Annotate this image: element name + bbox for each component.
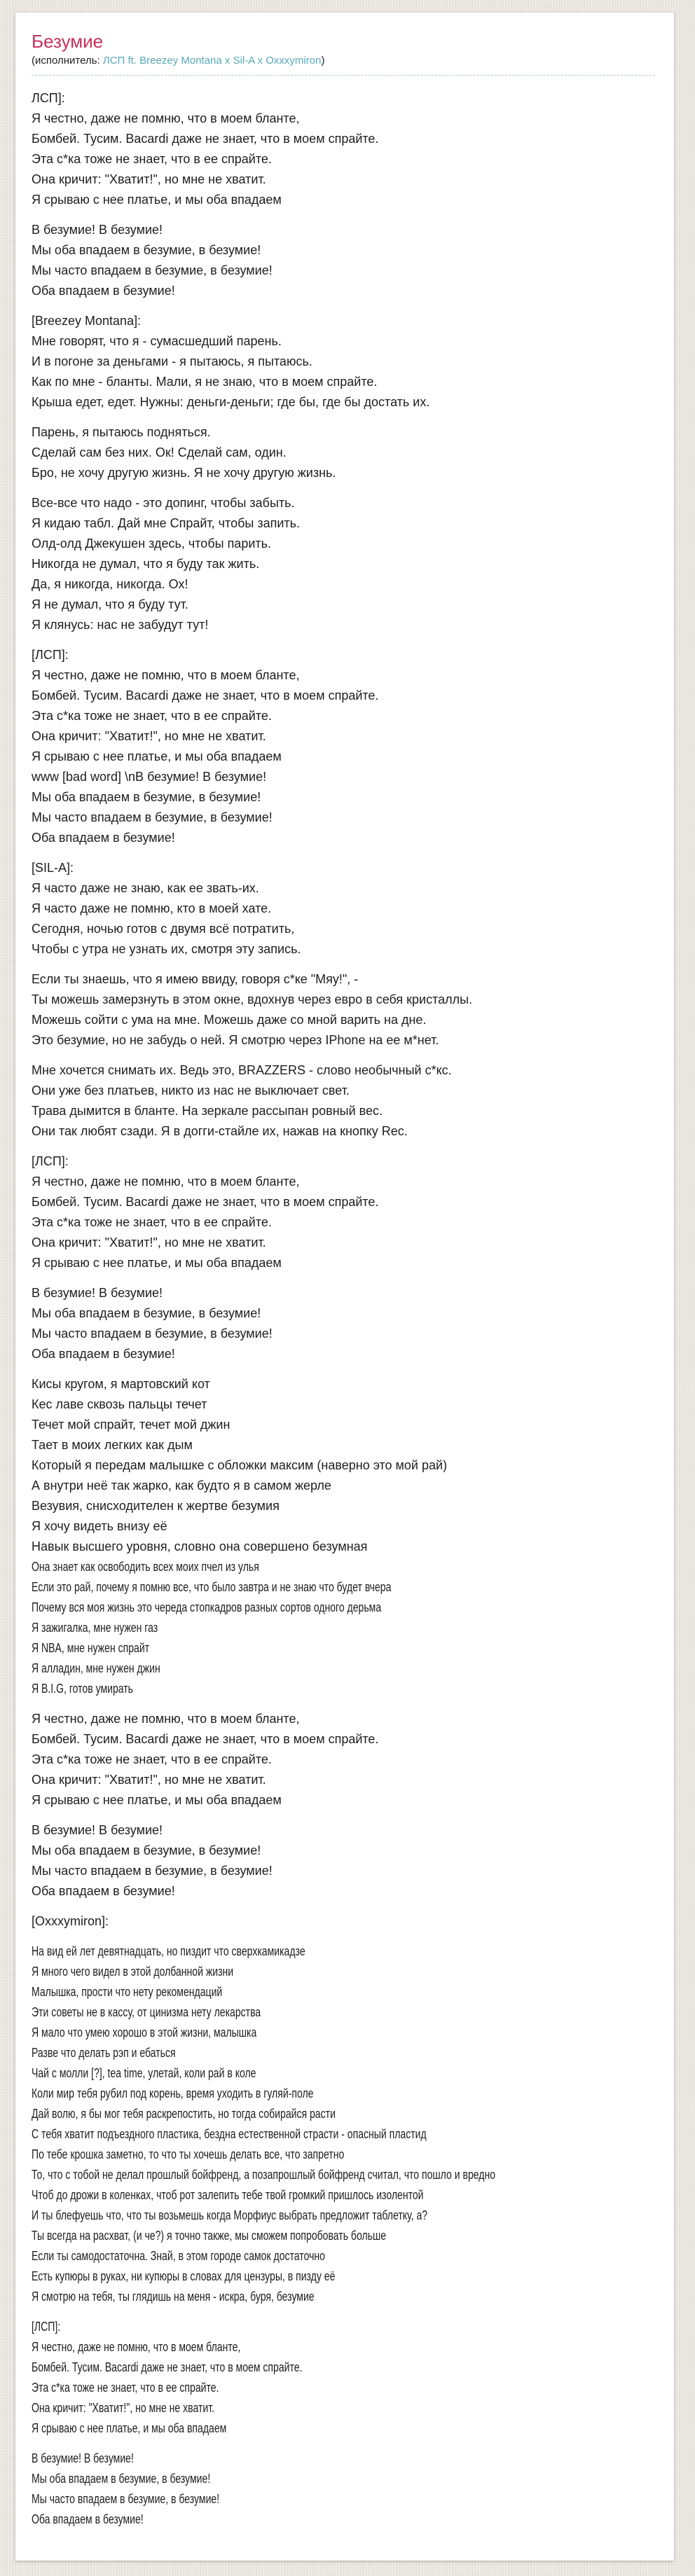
lyric-line: Течет мой спрайт, течет мой джин <box>32 1418 230 1432</box>
lyric-line: Мы оба впадаем в безумие, в безумие! <box>32 2472 211 2486</box>
lyric-line: Мне говорят, что я - сумасшедший парень. <box>32 334 282 348</box>
lyric-line: [SIL-A]: <box>32 861 74 875</box>
artist-link[interactable]: ЛСП ft. Breezey Montana x Sil-A x Oxxxymiron <box>102 55 322 67</box>
lyric-line: Бомбей. Тусим. Bacardi даже не знает, что в моем спрайте. <box>32 2360 303 2374</box>
lyric-line: Оба впадаем в безумие! <box>32 284 175 298</box>
lyric-line: Если ты знаешь, что я имею ввиду, говоря с*ке "Мяу!", - <box>32 972 359 986</box>
lyric-line: Чтобы с утра не узнать их, смотря эту запись. <box>32 942 301 956</box>
lyric-line: С тебя хватит подъездного пластика, бездна естественной страсти - опасный пластид <box>32 2127 427 2141</box>
lyric-line: Мы оба впадаем в безумие, в безумие! <box>32 243 261 257</box>
lyric-line: Я срываю с нее платье, и мы оба впадаем <box>32 1256 282 1270</box>
lyric-line: Ты всегда на расхват, (и че?) я точно также, мы сможем попробовать больше <box>32 2229 387 2243</box>
lyric-line: Я часто даже не знаю, как ее звать-их. <box>32 881 259 895</box>
lyric-line: Мы часто впадаем в безумие, в безумие! <box>32 1864 273 1878</box>
lyric-line: В безумие! В безумие! <box>32 1286 163 1300</box>
lyric-line: Она знает как освободить всех моих пчел из улья <box>32 1560 259 1574</box>
stanza <box>32 220 654 301</box>
lyric-line: Мы часто впадаем в безумие, в безумие! <box>32 810 273 824</box>
lyric-line: Бомбей. Тусим. Bacardi даже не знает, что в моем спрайте. <box>32 132 379 146</box>
lyric-line: Я клянусь: нас не забудут тут! <box>32 618 209 632</box>
lyric-line: Да, я никогда, никогда. Ох! <box>32 577 188 591</box>
lyric-line: Эта с*ка тоже не знает, что в ее спрайте. <box>32 709 272 723</box>
lyric-line: А внутри неё так жарко, как будто я в самом жерле <box>32 1479 331 1493</box>
lyric-line: И в погоне за деньгами - я пытаюсь, я пытаюсь. <box>32 354 312 368</box>
lyric-line: В безумие! В безумие! <box>32 223 163 237</box>
stanza <box>32 969 654 1051</box>
lyric-line: Эта с*ка тоже не знает, что в ее спрайте. <box>32 2381 219 2395</box>
lyric-line: Я честно, даже не помню, что в моем бланте, <box>32 668 300 682</box>
stanza <box>32 88 654 210</box>
stanza <box>32 2317 654 2439</box>
lyric-line: Мы оба впадаем в безумие, в безумие! <box>32 1843 261 1857</box>
stanza <box>32 1820 654 1902</box>
lyric-line: Я честно, даже не помню, что в моем бланте, <box>32 1175 300 1189</box>
lyric-line: Бомбей. Тусим. Bacardi даже не знает, что в моем спрайте. <box>32 1195 379 1209</box>
lyric-line: Я не думал, что я буду тут. <box>32 597 188 611</box>
lyrics-card <box>15 13 674 2561</box>
stanza <box>32 1151 654 1273</box>
lyric-line: Навык высшего уровня, словно она совершено безумная <box>32 1539 368 1553</box>
stanza <box>32 858 654 960</box>
lyric-line: Она кричит: "Хватит!", но мне не хватит. <box>32 2401 215 2415</box>
stanza <box>32 2449 654 2530</box>
lyric-line: [ЛСП]: <box>32 2320 61 2334</box>
lyric-line: Оба впадаем в безумие! <box>32 1884 175 1898</box>
page-title: Безумие <box>32 31 104 52</box>
lyric-line: Я срываю с нее платье, и мы оба впадаем <box>32 193 282 207</box>
lyric-line: Везувия, снисходителен к жертве безумия <box>32 1499 280 1513</box>
lyric-line: Который я передам малышке с обложки максим (наверно это мой рай) <box>32 1458 448 1472</box>
lyric-line: Я мало что умею хорошо в этой жизни, малышка <box>32 2026 257 2040</box>
lyric-line: В безумие! В безумие! <box>32 1823 163 1837</box>
lyric-line: Бомбей. Тусим. Bacardi даже не знает, что в моем спрайте. <box>32 1732 379 1746</box>
lyric-line: Я B.I.G, готов умирать <box>32 1682 133 1696</box>
lyric-line: Я алладин, мне нужен джин <box>32 1661 160 1675</box>
lyric-line: Все-все что надо - это допинг, чтобы забыть. <box>32 496 295 510</box>
lyric-line: В безумие! В безумие! <box>32 2451 134 2465</box>
lyric-line: Если это рай, почему я помню все, что было завтра и не знаю что будет вчера <box>32 1580 392 1594</box>
lyric-line: Я срываю с нее платье, и мы оба впадаем <box>32 1793 282 1807</box>
lyric-line: [Breezey Montana]: <box>32 314 142 328</box>
lyric-line: И ты блефуешь что, что ты возьмешь когда Морфиус выбрать предложит таблетку, а? <box>32 2208 428 2222</box>
lyric-line: Чтоб до дрожи в коленках, чтоб рот залепить тебе твой громкий пришлось изолентой <box>32 2188 424 2202</box>
lyric-line: Оба впадаем в безумие! <box>32 831 175 845</box>
lyric-line: Эта с*ка тоже не знает, что в ее спрайте. <box>32 152 272 166</box>
lyric-line: Малышка, прости что нету рекомендаций <box>32 1985 223 1999</box>
lyric-line: Почему вся моя жизнь это череда стопкадров разных сортов одного дерьма <box>32 1600 382 1614</box>
lyric-line: Я много чего видел в этой долбанной жизни <box>32 1965 234 1979</box>
lyric-line: Я честно, даже не помню, что в моем бланте, <box>32 1712 300 1726</box>
lyric-line: Олд-олд Джекушен здесь, чтобы парить. <box>32 536 272 550</box>
lyric-line: Оба впадаем в безумие! <box>32 2512 144 2526</box>
lyric-line: Разве что делать рэп и ебаться <box>32 2046 176 2060</box>
lyric-line: Крыша едет, едет. Нужны: деньги-деньги; где бы, где бы достать их. <box>32 395 430 409</box>
lyric-line: То, что с тобой не делал прошлый бойфренд, а позапрошлый бойфренд считал, что пошло и вредно <box>32 2168 496 2182</box>
lyric-line: По тебе крошка заметно, то что ты хочешь делать все, что запретно <box>32 2147 345 2161</box>
stanza <box>32 493 654 635</box>
stanza <box>32 1374 654 1557</box>
lyric-line: [Oxxxymiron]: <box>32 1914 109 1928</box>
stanza <box>32 1709 654 1810</box>
page-background <box>0 13 695 2561</box>
lyric-line: Я честно, даже не помню, что в моем бланте, <box>32 2340 241 2354</box>
lyric-line: Она кричит: "Хватит!", но мне не хватит. <box>32 1235 266 1249</box>
lyric-line: Она кричит: "Хватит!", но мне не хватит. <box>32 729 266 743</box>
lyric-line: Кисы кругом, я мартовский кот <box>32 1377 210 1391</box>
lyric-line: Можешь сойти с ума на мне. Можешь даже со мной варить на дне. <box>32 1013 427 1027</box>
lyric-line: Эта с*ка тоже не знает, что в ее спрайте. <box>32 1752 272 1766</box>
lyrics <box>32 88 654 2530</box>
lyric-line: Сделай сам без них. Ок! Сделай сам, один. <box>32 445 287 459</box>
lyric-line: Я срываю с нее платье, и мы оба впадаем <box>32 2421 227 2435</box>
lyric-line: www [bad word] \nВ безумие! В безумие! <box>32 770 267 784</box>
lyric-line: Ты можешь замерзнуть в этом окне, вдохнув через евро в себя кристаллы. <box>32 992 473 1006</box>
lyric-line: Как по мне - бланты. Мали, я не знаю, что в моем спрайте. <box>32 375 378 389</box>
lyric-line: Сегодня, ночью готов с двумя всё потратить, <box>32 922 295 936</box>
lyric-line: Я честно, даже не помню, что в моем бланте, <box>32 111 300 125</box>
lyric-line: Они уже без платьев, никто из нас не выключает свет. <box>32 1083 350 1097</box>
lyric-line: Я кидаю табл. Дай мне Спрайт, чтобы запить. <box>32 516 301 530</box>
stanza <box>32 311 654 413</box>
lyric-line: Это безумие, но не забудь о ней. Я смотрю через IPhone на ее м*нет. <box>32 1033 439 1047</box>
subtitle-suffix: ) <box>321 55 325 67</box>
lyric-line: Она кричит: "Хватит!", но мне не хватит. <box>32 172 266 186</box>
lyric-line: Мне хочется снимать их. Ведь это, BRAZZERS - слово необычный с*кс. <box>32 1063 452 1077</box>
lyric-line: Я срываю с нее платье, и мы оба впадаем <box>32 749 282 763</box>
lyric-line: [ЛСП]: <box>32 648 69 662</box>
subtitle-prefix: (исполнитель: <box>32 55 103 67</box>
lyric-line: [ЛСП]: <box>32 1154 69 1168</box>
lyric-line: Они так любят сзади. Я в догги-стайле их, нажав на кнопку Rec. <box>32 1124 408 1138</box>
lyric-line: Дай волю, я бы мог тебя раскрепостить, но тогда собирайся расти <box>32 2107 336 2121</box>
lyric-line: Чай с молли [?], tea time, улетай, коли рай в коле <box>32 2066 256 2080</box>
lyric-line: На вид ей лет девятнадцать, но пиздит что сверхкамикадзе <box>32 1944 305 1958</box>
lyric-line: Мы оба впадаем в безумие, в безумие! <box>32 790 261 804</box>
lyric-line: Оба впадаем в безумие! <box>32 1347 175 1361</box>
lyric-line: Если ты самодостаточна. Знай, в этом городе самок достаточно <box>32 2249 325 2263</box>
stanza <box>32 1941 654 2307</box>
lyric-line: Парень, я пытаюсь подняться. <box>32 425 211 439</box>
lyric-line: Мы часто впадаем в безумие, в безумие! <box>32 1327 273 1341</box>
lyric-line: Кес лаве сквозь пальцы течет <box>32 1397 207 1411</box>
lyric-line: Я часто даже не помню, кто в моей хате. <box>32 901 272 915</box>
lyric-line: Мы часто впадаем в безумие, в безумие! <box>32 2492 220 2506</box>
stanza <box>32 1283 654 1364</box>
lyric-line: Тает в моих легких как дым <box>32 1438 193 1452</box>
lyric-line: Я зажигалка, мне нужен газ <box>32 1621 158 1635</box>
lyric-line: Я смотрю на тебя, ты глядишь на меня - искра, буря, безумие <box>32 2290 315 2304</box>
lyric-line: Я NBA, мне нужен спрайт <box>32 1641 150 1655</box>
lyric-line: Никогда не думал, что я буду так жить. <box>32 557 260 571</box>
lyric-line: Эти советы не в кассу, от цинизма нету лекарства <box>32 2005 261 2019</box>
stanza <box>32 645 654 848</box>
stanza <box>32 1557 654 1699</box>
song-subtitle <box>32 54 654 68</box>
song-header <box>32 31 654 76</box>
lyric-line: Эта с*ка тоже не знает, что в ее спрайте. <box>32 1215 272 1229</box>
stanza <box>32 1060 654 1142</box>
lyric-line: Бро, не хочу другую жизнь. Я не хочу другую жизнь. <box>32 466 336 480</box>
lyric-line: Мы часто впадаем в безумие, в безумие! <box>32 263 273 277</box>
lyric-line: Я хочу видеть внизу её <box>32 1519 167 1533</box>
lyric-line: Трава дымится в бланте. На зеркале рассыпан ровный вес. <box>32 1104 383 1118</box>
stanza <box>32 422 654 483</box>
lyric-line: Бомбей. Тусим. Bacardi даже не знает, что в моем спрайте. <box>32 688 379 702</box>
lyric-line: Она кричит: "Хватит!", но мне не хватит. <box>32 1773 266 1787</box>
stanza <box>32 1911 654 1932</box>
lyric-line: ЛСП]: <box>32 91 65 105</box>
lyric-line: Коли мир тебя рубил под корень, время уходить в гуляй-поле <box>32 2086 314 2100</box>
lyric-line: Есть купюры в руках, ни купюры в словах для цензуры, в пизду её <box>32 2269 336 2283</box>
lyric-line: Мы оба впадаем в безумие, в безумие! <box>32 1306 261 1320</box>
